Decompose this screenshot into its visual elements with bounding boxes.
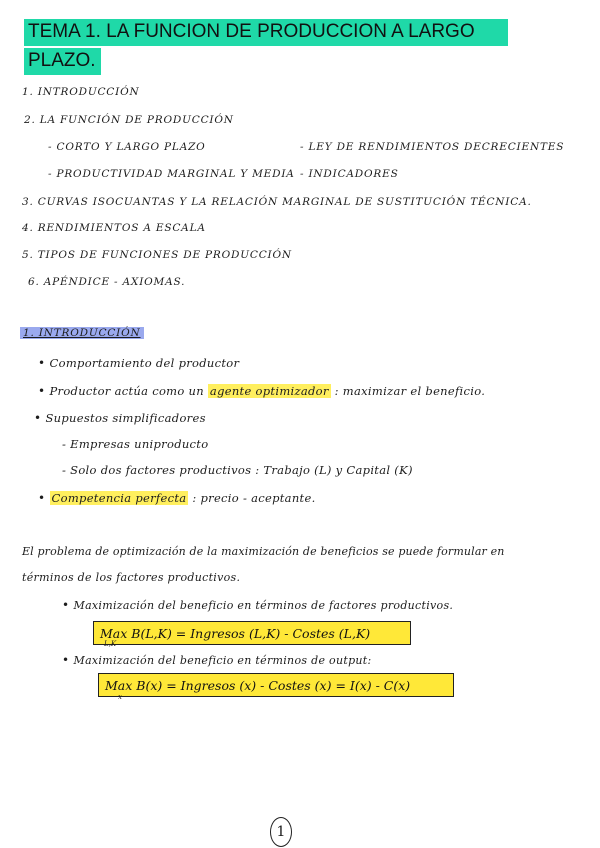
bullet-dot: • <box>38 384 50 398</box>
intro-bullet-2 <box>38 384 485 398</box>
bullet-dot: • <box>62 598 74 612</box>
intro-bullet-3-sub-a: - Empresas uniproducto <box>62 437 209 451</box>
problem-bullet-1-text: Maximización del beneficio en términos de factores productivos. <box>73 599 454 612</box>
formula-box-output <box>98 673 454 697</box>
index-item-4: 4. RENDIMIENTOS A ESCALA <box>22 222 206 234</box>
index-item-2-sub-c: - PRODUCTIVIDAD MARGINAL Y MEDIA <box>48 168 295 180</box>
intro-bullet-1 <box>38 356 239 370</box>
index-item-3: 3. CURVAS ISOCUANTAS Y LA RELACIÓN MARGINAL DE SUSTITUCIÓN TÉCNICA. <box>22 196 532 208</box>
bullet-dot: • <box>34 411 46 425</box>
problem-bullet-2 <box>62 653 372 667</box>
intro-bullet-3-sub-b: - Solo dos factores productivos : Trabajo (L) y Capital (K) <box>62 463 413 477</box>
bullet-dot: • <box>38 356 50 370</box>
intro-bullet-1-text: Comportamiento del productor <box>49 356 240 370</box>
index-item-1: 1. INTRODUCCIÓN <box>22 86 140 98</box>
index-item-2: 2. LA FUNCIÓN DE PRODUCCIÓN <box>24 114 234 126</box>
bullet-dot: • <box>62 653 74 667</box>
formula-factors-subscript: L,K <box>104 640 117 648</box>
intro-bullet-2-text: Productor actúa como un <box>49 384 208 398</box>
problem-paragraph-line1: El problema de optimización de la maximización de beneficios se puede formular en <box>22 545 505 558</box>
formula-box-factors <box>93 621 411 645</box>
page-number: 1 <box>270 817 292 847</box>
problem-bullet-1 <box>62 598 453 612</box>
section-heading-highlight: 1. INTRODUCCIÓN <box>20 327 144 339</box>
index-item-2-sub-b: - LEY DE RENDIMIENTOS DECRECIENTES <box>300 141 565 153</box>
section-heading-intro <box>20 327 144 339</box>
intro-bullet-4-post: : precio - aceptante. <box>188 491 316 505</box>
index-item-6: 6. APÉNDICE - AXIOMAS. <box>28 276 186 288</box>
intro-bullet-4 <box>38 491 316 505</box>
formula-output: Max B(x) = Ingresos (x) - Costes (x) = I(x) - C(x) <box>105 677 411 693</box>
page-title-line1: TEMA 1. LA FUNCION DE PRODUCCION A LARGO <box>28 21 475 42</box>
index-item-2-sub-a: - CORTO Y LARGO PLAZO <box>48 141 206 153</box>
formula-factors: Max B(L,K) = Ingresos (L,K) - Costes (L,K) <box>100 625 371 641</box>
intro-bullet-3-text: Supuestos simplificadores <box>45 411 206 425</box>
intro-bullet-4-highlight: Competencia perfecta <box>51 491 187 505</box>
problem-paragraph-line2: términos de los factores productivos. <box>22 571 241 584</box>
page-title-line2: PLAZO. <box>28 50 96 71</box>
index-item-2-sub-d: - INDICADORES <box>300 168 399 180</box>
problem-bullet-2-text: Maximización del beneficio en términos de output: <box>73 654 372 667</box>
intro-bullet-2-highlight: agente optimizador <box>209 384 329 398</box>
formula-output-subscript: x <box>118 693 122 701</box>
intro-bullet-3 <box>34 411 206 425</box>
index-item-5: 5. TIPOS DE FUNCIONES DE PRODUCCIÓN <box>22 249 292 261</box>
bullet-dot: • <box>38 491 50 505</box>
intro-bullet-2-post: : maximizar el beneficio. <box>330 384 486 398</box>
